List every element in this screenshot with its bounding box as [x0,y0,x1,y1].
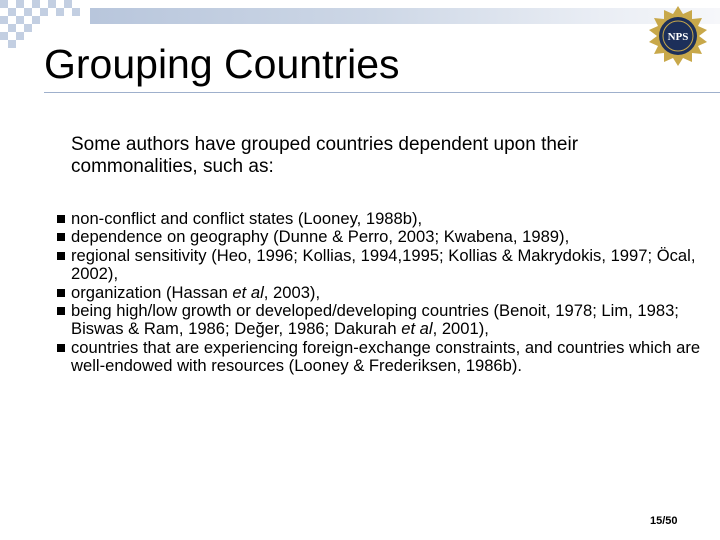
list-item-text: countries that are experiencing foreign-exchange constraints, and countries which are well-endowed with resources (Looney & Frederiksen, 1986b). [71,337,701,376]
square-bullet-icon [57,289,65,297]
intro-paragraph: Some authors have grouped countries dependent upon their commonalities, such as: [71,134,579,177]
list-item [59,228,709,246]
list-item-text: , 2001), [432,319,489,339]
list-item [59,284,709,302]
list-item-text: being high/low growth or developed/developing countries (Benoit, 1978; Lim, 1983; Biswas & Ram, 1986; Değer, 1986; Dakurah [71,301,679,339]
list-item [59,339,709,376]
page-number: 15/50 [650,515,678,527]
list-item [59,302,709,339]
list-item-text: , 2003), [263,282,321,302]
list-item-text-italic: et al [232,282,264,302]
slide-title: Grouping Countries [44,41,400,87]
square-bullet-icon [57,252,65,260]
square-bullet-icon [57,307,65,315]
title-underline [44,92,720,93]
header-gradient-bar [90,8,720,24]
bullet-list [59,210,709,376]
list-item-text: regional sensitivity (Heo, 1996; Kollias, 1994,1995; Kollias & Makrydokis, 1997; Öcal, 2002), [71,245,696,284]
list-item-text: dependence on geography (Dunne & Perro, 2003; Kwabena, 1989), [71,227,570,247]
list-item [59,210,709,228]
list-item-text: organization (Hassan [71,282,233,302]
list-item-text-italic: et al [401,319,433,339]
square-bullet-icon [57,344,65,352]
square-bullet-icon [57,233,65,241]
list-item-text: non-conflict and conflict states (Looney, 1988b), [71,209,423,228]
nps-crest-logo [645,4,711,68]
logo-text: NPS [667,31,689,43]
list-item [59,247,709,284]
square-bullet-icon [57,215,65,223]
